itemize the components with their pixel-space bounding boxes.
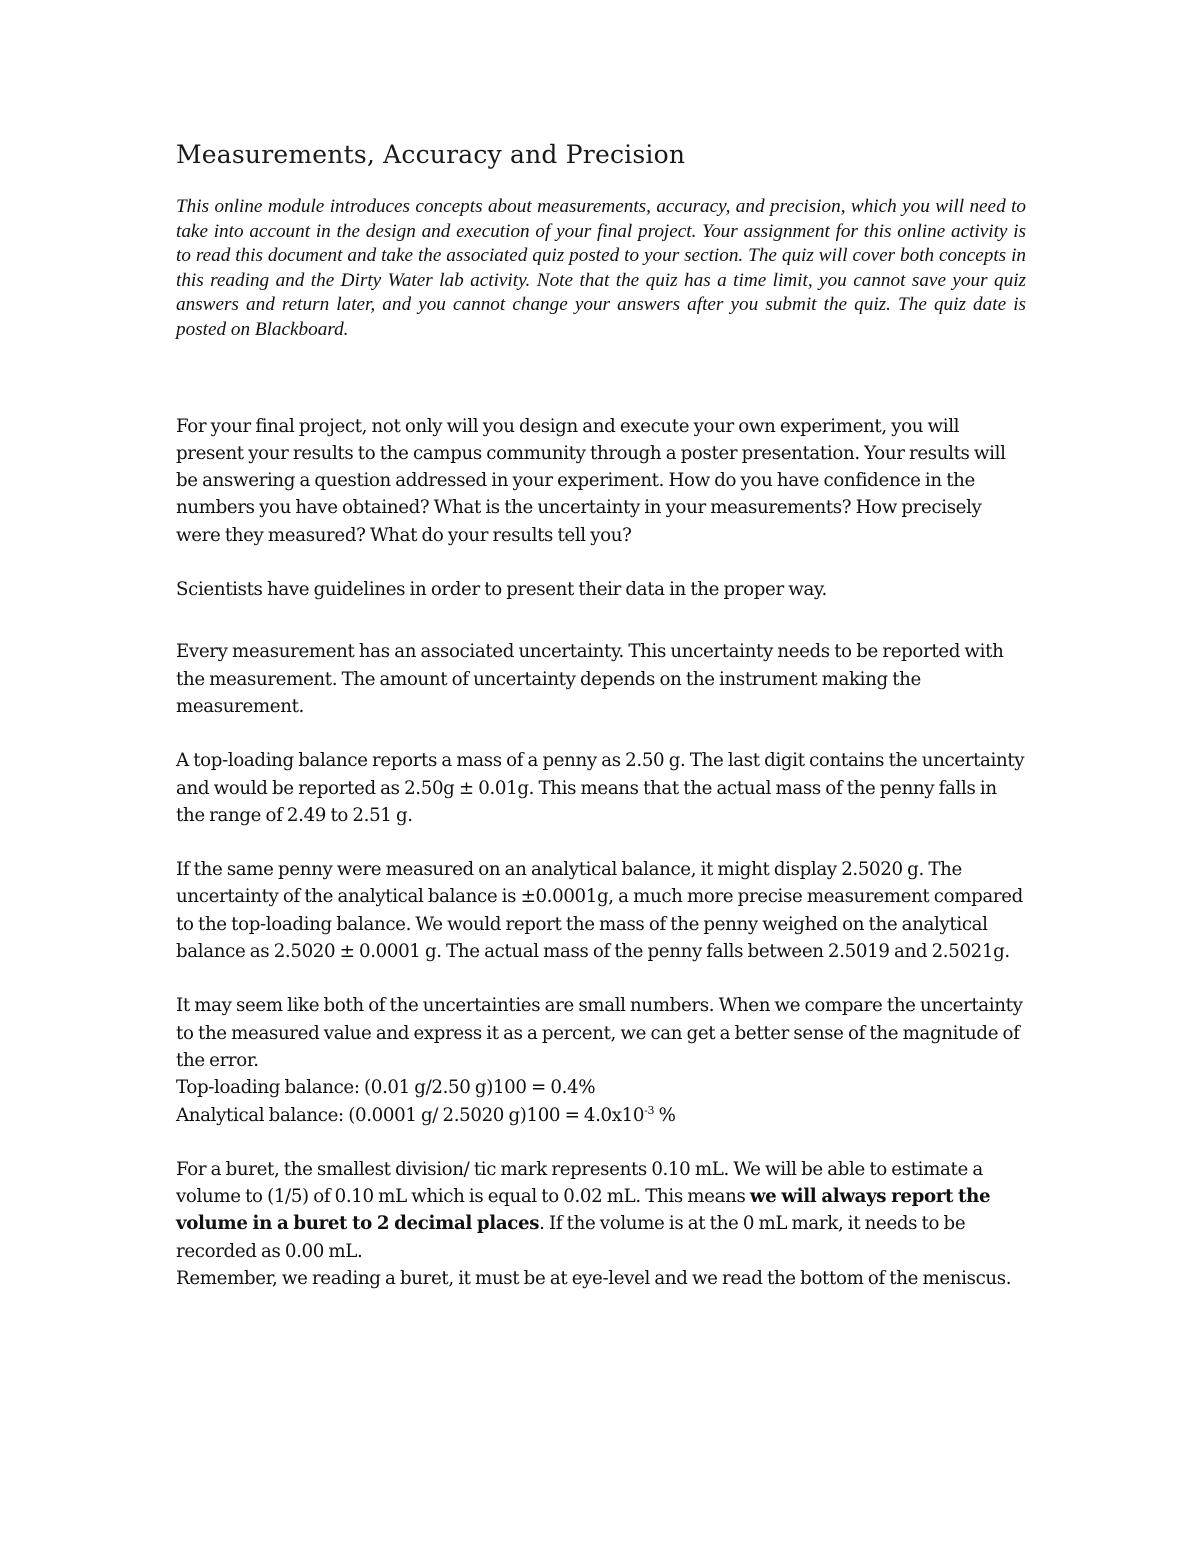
percent-uncertainty-intro: It may seem like both of the uncertainties are small numbers. When we compare the uncertainty to the measured value and express it as a percent, we can get a better sense of the magnitude of the error. [176, 995, 1023, 1071]
analytical-calculation: Analytical balance: (0.0001 g/ 2.5020 $g)100 = 4.0x10^{-3}$ % [176, 1103, 676, 1126]
paragraph-buret: For a buret, the smallest division/ tic mark represents 0.10 mL. We will be able to estimate a volume to (1/5) of 0.10 mL which is equal to 0.02 mL. This means we will always report the volume in a buret to 2 decimal places. If the volume is at the 0 mL mark, it needs to be recorded as 0.00 mL. Remember, we reading a buret, it must be at eye-level and we read the bottom of the meniscus. [176, 1156, 1026, 1292]
paragraph-top-loading-balance: A top-loading balance reports a mass of a penny as 2.50 g. The last digit contains the uncertainty and would be reported as 2.50g ± 0.01g. This means that the actual mass of the penny falls in the range of 2.49 to 2.51 g. [176, 750, 1025, 826]
top-loading-calculation: Top-loading balance: (0.01 g/2.50 g)100 = 0.4% [176, 1077, 596, 1099]
document-page [176, 140, 1026, 1292]
document-title: Measurements, Accuracy and Precision [176, 140, 686, 169]
intro-paragraph: This online module introduces concepts about measurements, accuracy, and precision, which you will need to take into account in the design and execution of your final project. Your assignment for this online activity is to read this document and take the associated quiz posted to your section. The quiz will cover both concepts in this reading and the Dirty Water lab activity. Note that the quiz has a time limit, you cannot save your quiz answers and return later, and you cannot change your answers after you submit the quiz. The quiz date is posted on Blackboard. [176, 196, 1026, 340]
paragraph-final-project: For your final project, not only will you design and execute your own experiment, you will present your results to the campus community through a poster presentation. Your results will be answering a question addressed in your experiment. How do you have confidence in the numbers you have obtained? What is the uncertainty in your measurements? How precisely were they measured? What do your results tell you? [176, 415, 1006, 546]
paragraph-analytical-balance: If the same penny were measured on an analytical balance, it might display 2.5020 g. The uncertainty of the analytical balance is ±0.0001g, a much more precise measurement compared to the top-loading balance. We would report the mass of the penny weighed on the analytical balance as 2.5020 ± 0.0001 g. The actual mass of the penny falls between 2.5019 and 2.5021g. [176, 859, 1023, 963]
paragraph-guidelines: Scientists have guidelines in order to present their data in the proper way. [176, 579, 827, 601]
paragraph-uncertainty: Every measurement has an associated uncertainty. This uncertainty needs to be reported with the measurement. The amount of uncertainty depends on the instrument making the measurement. [176, 641, 1004, 717]
buret-reading-note: Remember, we reading a buret, it must be at eye-level and we read the bottom of the meniscus. [176, 1267, 1012, 1289]
buret-rule-bold: we will always report the volume in a buret to 2 decimal places [176, 1186, 991, 1235]
paragraph-percent-uncertainty [176, 992, 1026, 1128]
